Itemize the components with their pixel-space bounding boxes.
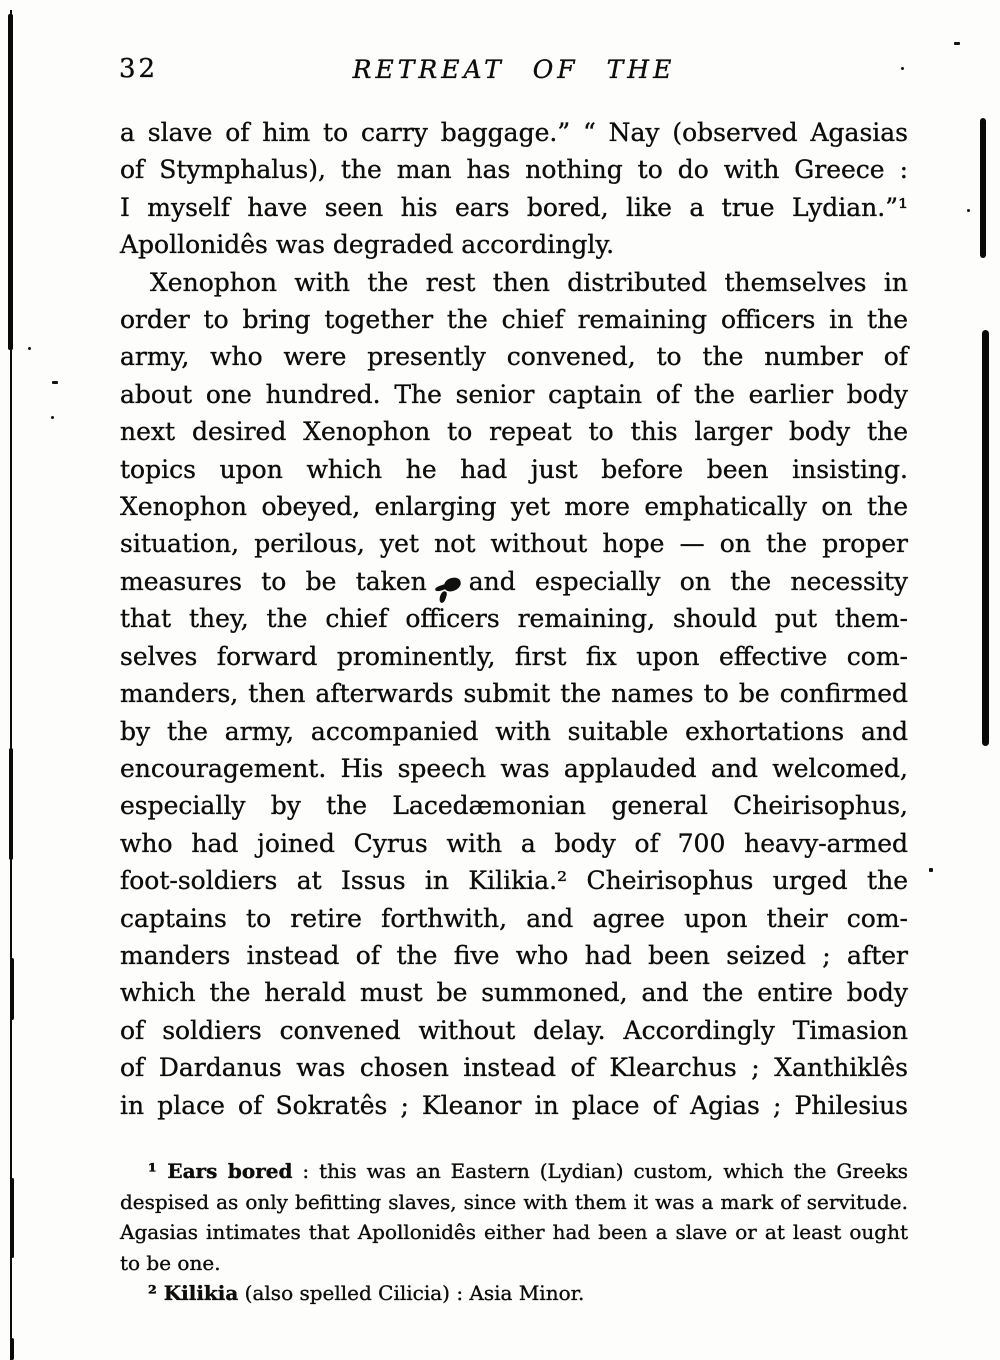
body-text-line: selves forward prominently, first fix upon effective com- (120, 641, 908, 671)
page-number: 32 (119, 54, 159, 84)
footnote-line: Agasias intimates that Apollonidês either had been a slave or at least ought (120, 1220, 908, 1244)
body-text-line: especially by the Lacedæmonian general Cheirisophus, (120, 791, 908, 821)
body-text-line: order to bring together the chief remaining officers in the (120, 305, 908, 335)
body-text-line: Xenophon with the rest then distributed themselves in (150, 267, 908, 297)
scan-edge-blotch (8, 14, 13, 350)
body-text-line: by the army, accompanied with suitable exhortations and (120, 716, 908, 746)
body-text-line: of Dardanus was chosen instead of Klearchus ; Xanthiklês (120, 1053, 908, 1083)
body-text-line: I myself have seen his ears bored, like a true Lydian.”¹ (120, 192, 908, 222)
body-text-line: that they, the chief officers remaining, should put them- (120, 604, 908, 634)
footnote-marker: ¹ (148, 1159, 168, 1183)
footnote-line: to be one. (120, 1250, 221, 1275)
body-text-line: army, who were presently convened, to the number of (120, 342, 908, 372)
scan-edge-blotch (10, 958, 14, 1020)
body-text-line: who had joined Cyrus with a body of 700 heavy-armed (120, 828, 908, 858)
ink-blot-mark (437, 578, 461, 594)
scan-speck (52, 381, 58, 384)
body-text-line: encouragement. His speech was applauded and welcomed, (120, 753, 908, 783)
scan-edge-blotch (11, 1178, 14, 1258)
footnotes-block (120, 1156, 908, 1309)
body-text-line: Apollonidês was degraded accordingly. (120, 230, 615, 260)
scan-speck (901, 67, 904, 70)
body-text-line: about one hundred. The senior captain of the earlier body (120, 379, 908, 409)
body-text-block (120, 114, 908, 1124)
body-text-line: topics upon which he had just before been insisting. (120, 454, 908, 484)
scan-speck (967, 209, 970, 212)
footnote-term: Ears bored (167, 1159, 293, 1183)
footnote-line: ¹ Ears bored : this was an Eastern (Lydian) custom, which the Greeks (148, 1159, 908, 1183)
footnote-line: despised as only befitting slaves, since with them it was a mark of servitude. (120, 1189, 908, 1214)
body-text-line: manders instead of the five who had been seized ; after (120, 940, 908, 970)
running-head: RETREAT OF THE (352, 55, 676, 84)
footnote-marker: ² (148, 1281, 164, 1305)
scan-artifact-bar-right-upper (980, 118, 986, 258)
body-text-line: captains to retire forthwith, and agree upon their com- (120, 903, 908, 933)
body-text-line: in place of Sokratês ; Kleanor in place of Agias ; Philesius (120, 1090, 908, 1120)
scan-edge-blotch (10, 1338, 14, 1360)
body-text-line: manders, then afterwards submit the names to be confirmed (120, 679, 908, 709)
scan-edge-blotch (9, 748, 13, 860)
body-text-line: of soldiers convened without delay. Accordingly Timasion (120, 1015, 908, 1045)
scan-speck (28, 347, 31, 350)
body-text-line: of Stymphalus), the man has nothing to do with Greece : (120, 155, 908, 185)
body-text-line: next desired Xenophon to repeat to this larger body the (120, 417, 908, 447)
scan-artifact-bar-right-lower (982, 330, 989, 746)
scan-speck (954, 42, 960, 45)
body-text-line: Xenophon obeyed, enlarging yet more emphatically on the (120, 492, 908, 522)
scan-speck (929, 868, 933, 872)
body-text-line: foot-soldiers at Issus in Kilikia.² Cheirisophus urged the (120, 866, 908, 896)
body-text-line: measures to be taken and especially on the necessity (120, 563, 908, 600)
scan-speck (51, 416, 54, 419)
footnote-term: Kilikia (163, 1281, 239, 1305)
footnote-line: ² Kilikia (also spelled Cilicia) : Asia Minor. (148, 1281, 585, 1305)
body-text-line: a slave of him to carry baggage.” “ Nay (observed Agasias (120, 118, 908, 147)
body-text-line: which the herald must be summoned, and the entire body (120, 978, 908, 1008)
body-text-line: situation, perilous, yet not without hope — on the proper (120, 529, 908, 559)
